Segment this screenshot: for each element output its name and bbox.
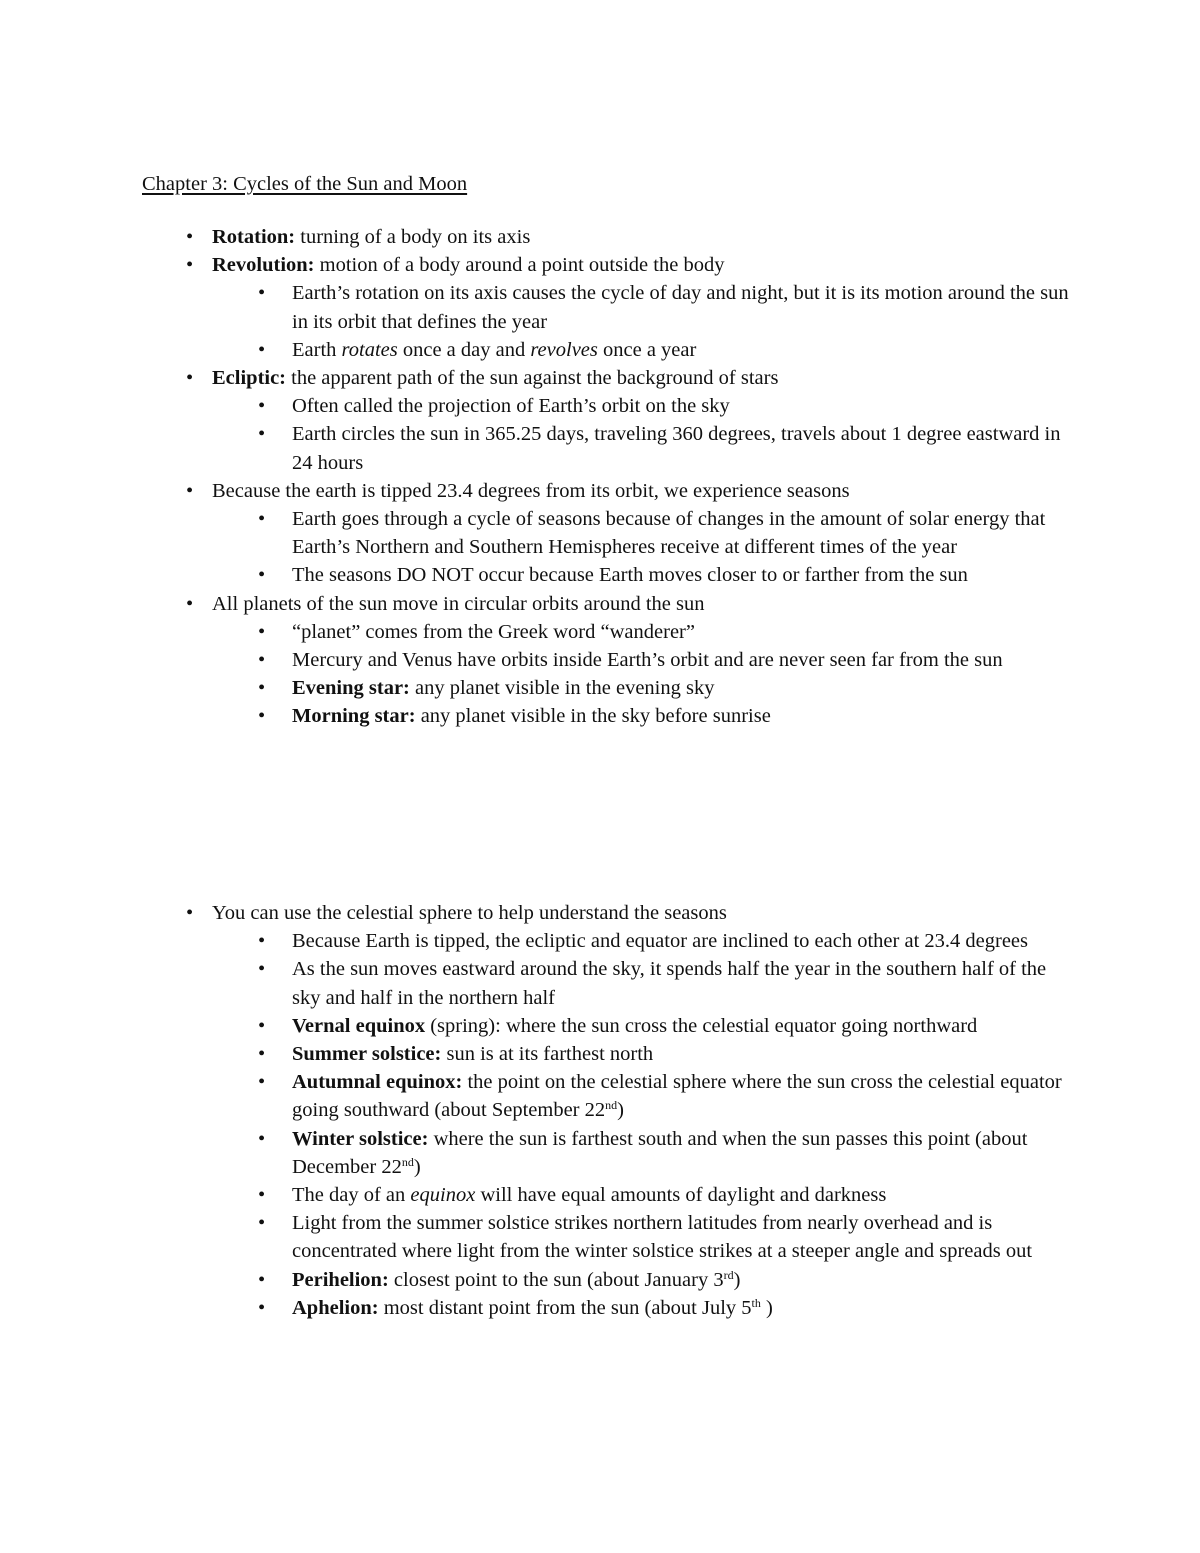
bullet-icon: • [258, 338, 266, 361]
sub-list-item [0, 702, 1200, 730]
item-text: Earth’s rotation on its axis causes the cycle of day and night, but it is its motion around the sun in its orbit that defines the year [292, 282, 1069, 333]
bullet-icon: • [258, 395, 266, 418]
sub-list-item [0, 392, 1200, 420]
sub-list-item [0, 1294, 1200, 1322]
bullet-icon: • [258, 649, 266, 672]
sub-list-item [0, 420, 1200, 476]
item-text: Often called the projection of Earth’s orbit on the sky [292, 395, 730, 418]
item-text: As the sun moves eastward around the sky, it spends half the year in the southern half of the sky and half in the northern half [292, 958, 1047, 1009]
bullet-icon: • [258, 508, 266, 531]
closing-paren: ) [760, 1296, 773, 1319]
sub-list-item [0, 1266, 1200, 1294]
definition: most distant point from the sun (about July 5 [378, 1296, 752, 1319]
bullet-icon: • [258, 620, 266, 643]
item-text: All planets of the sun move in circular orbits around the sun [212, 592, 705, 615]
bullet-icon: • [258, 1071, 266, 1094]
term: Perihelion: [292, 1268, 389, 1291]
list-item [0, 223, 1200, 251]
item-text: Because the earth is tipped 23.4 degrees from its orbit, we experience seasons [212, 479, 850, 502]
item-text: The seasons DO NOT occur because Earth moves closer to or farther from the sun [292, 564, 968, 587]
bullet-icon: • [258, 1268, 266, 1291]
sub-list-item [0, 1181, 1200, 1209]
item-text: Mercury and Venus have orbits inside Earth’s orbit and are never seen far from the sun [292, 649, 1003, 672]
page-title: Chapter 3: Cycles of the Sun and Moon [142, 173, 468, 195]
bullet-icon: • [258, 1014, 266, 1037]
sub-list-item [0, 1012, 1200, 1040]
sub-list-item [0, 927, 1200, 955]
ordinal-suffix: th [751, 1295, 761, 1310]
term: Winter solstice: [292, 1127, 429, 1150]
bullet-icon: • [258, 1212, 266, 1235]
term: Rotation: [212, 226, 296, 248]
list-item [0, 590, 1200, 618]
definition: closest point to the sun (about January 3 [388, 1268, 724, 1291]
bullet-icon: • [258, 705, 266, 728]
item-text: once a year [597, 338, 697, 361]
emphasis: revolves [530, 338, 598, 361]
ordinal-suffix: nd [605, 1098, 618, 1113]
definition: any planet visible in the evening sky [409, 677, 715, 700]
definition: turning of a body on its axis [295, 226, 531, 248]
sub-list-item [0, 646, 1200, 674]
item-text: will have equal amounts of daylight and darkness [475, 1184, 887, 1207]
bullet-icon: • [258, 677, 266, 700]
ordinal-suffix: rd [723, 1267, 734, 1282]
bullet-icon: • [186, 254, 194, 277]
bullet-icon: • [258, 423, 266, 446]
sub-list-item [0, 1209, 1200, 1265]
list-item [0, 477, 1200, 505]
item-text: once a day and [397, 338, 531, 361]
emphasis: rotates [341, 338, 398, 361]
ordinal-suffix: nd [401, 1154, 414, 1169]
bullet-icon: • [186, 592, 194, 615]
term: Vernal equinox [292, 1014, 426, 1037]
item-text: The day of an [292, 1184, 411, 1207]
sub-list-item [0, 279, 1200, 335]
sub-list-item [0, 561, 1200, 589]
sub-list-item [0, 1068, 1200, 1124]
bullet-icon: • [258, 958, 266, 981]
definition: any planet visible in the sky before sunrise [415, 705, 771, 728]
bullet-icon: • [186, 226, 194, 248]
sub-list-item [0, 336, 1200, 364]
sub-list-item [0, 618, 1200, 646]
bullet-icon: • [186, 479, 194, 502]
bullet-icon: • [258, 930, 266, 953]
bullet-icon: • [258, 564, 266, 587]
definition: where the sun is farthest south and when the sun passes this point (about December 22 [292, 1127, 1028, 1178]
sub-list-item [0, 955, 1200, 1011]
bullet-icon: • [258, 1184, 266, 1207]
notes-list-top [0, 223, 1200, 731]
list-item [0, 364, 1200, 392]
bullet-icon: • [258, 1296, 266, 1319]
term: Ecliptic: [212, 367, 287, 390]
item-text: Earth goes through a cycle of seasons because of changes in the amount of solar energy that Earth’s Northern and Southern Hemispheres receive at different times of the year [292, 508, 1046, 559]
bullet-icon: • [258, 1127, 266, 1150]
term: Evening star: [292, 677, 410, 700]
term: Summer solstice: [292, 1043, 442, 1066]
definition: the point on the celestial sphere where the sun cross the celestial equator going southward (about September 22 [292, 1071, 1062, 1122]
bullet-icon: • [258, 1043, 266, 1066]
qualifier: (spring): [425, 1014, 501, 1037]
emphasis: equinox [410, 1184, 476, 1207]
list-item [0, 899, 1200, 927]
sub-list-item [0, 674, 1200, 702]
notes-list-bottom [0, 899, 1200, 1322]
term: Revolution: [212, 254, 315, 277]
term: Morning star: [292, 705, 416, 728]
item-text: Earth circles the sun in 365.25 days, traveling 360 degrees, travels about 1 degree eastward in 24 hours [292, 423, 1061, 474]
definition: sun is at its farthest north [441, 1043, 654, 1066]
term: Autumnal equinox: [292, 1071, 463, 1094]
item-text: Because Earth is tipped, the ecliptic and equator are inclined to each other at 23.4 degrees [292, 930, 1028, 953]
definition: the apparent path of the sun against the background of stars [286, 367, 779, 390]
sub-list-item [0, 1125, 1200, 1181]
closing-paren: ) [413, 1155, 421, 1178]
item-text: “planet” comes from the Greek word “wanderer” [292, 620, 695, 643]
item-text: Earth [292, 338, 342, 361]
closing-paren: ) [617, 1099, 624, 1122]
bullet-icon: • [258, 282, 266, 305]
item-text: Light from the summer solstice strikes northern latitudes from nearly overhead and is concentrated where light from the winter solstice strikes at a steeper angle and spreads out [292, 1212, 1033, 1263]
list-item [0, 251, 1200, 279]
sub-list-item [0, 505, 1200, 561]
term: Aphelion: [292, 1296, 379, 1319]
closing-paren: ) [733, 1268, 741, 1291]
item-text: You can use the celestial sphere to help understand the seasons [212, 902, 727, 924]
sub-list-item [0, 1040, 1200, 1068]
definition: where the sun cross the celestial equator going northward [500, 1014, 978, 1037]
bullet-icon: • [186, 367, 194, 390]
definition: motion of a body around a point outside the body [314, 254, 725, 277]
bullet-icon: • [186, 902, 194, 924]
